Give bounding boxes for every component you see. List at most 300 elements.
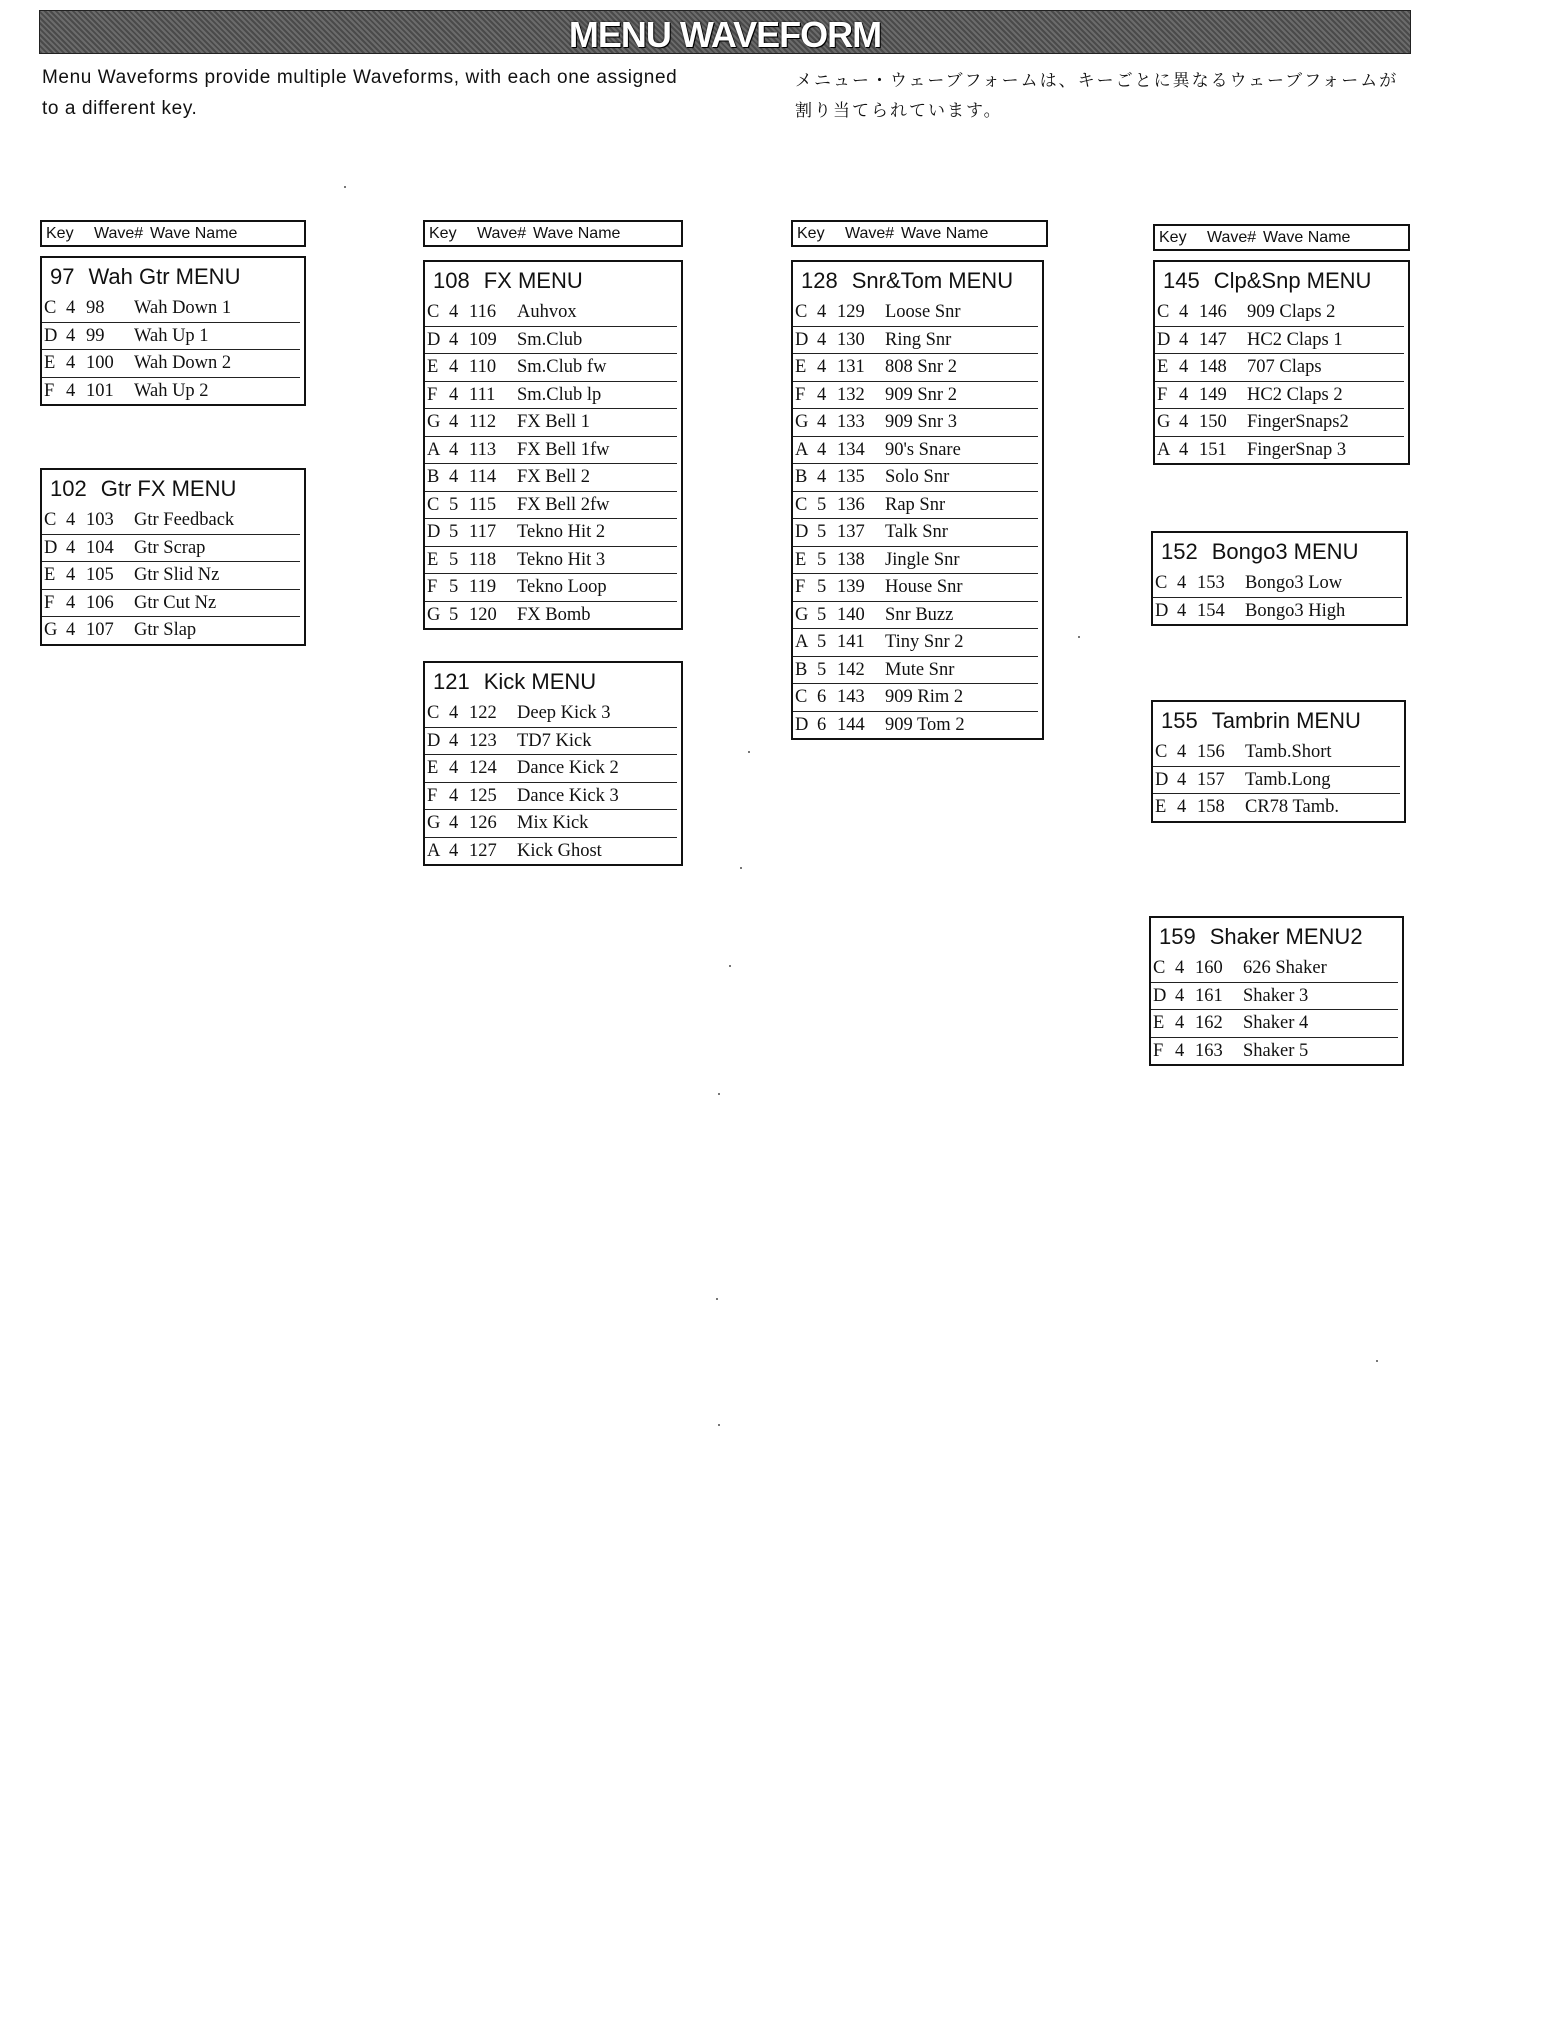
row-octave: 4 — [1179, 329, 1189, 350]
menu-number: 97 — [50, 264, 75, 289]
menu-row — [425, 783, 677, 811]
menu-row — [1153, 767, 1400, 795]
menu-rows — [425, 299, 681, 628]
row-wave-number: 123 — [469, 730, 497, 751]
row-octave: 4 — [1177, 742, 1187, 762]
menu-rows — [42, 295, 304, 404]
row-key: D — [1155, 600, 1169, 621]
row-key: E — [427, 357, 439, 377]
row-wave-number: 109 — [469, 329, 497, 350]
row-octave: 4 — [449, 412, 459, 432]
header-wave-num: Wave# — [477, 225, 527, 242]
row-wave-name: 909 Snr 2 — [885, 384, 957, 405]
menu-title — [1155, 262, 1408, 299]
row-wave-name: FX Bell 2fw — [517, 494, 610, 515]
row-octave: 4 — [449, 357, 459, 377]
row-octave: 5 — [817, 604, 827, 625]
menu-row — [425, 574, 677, 602]
row-wave-number: 119 — [469, 577, 497, 597]
row-wave-name: Gtr Feedback — [134, 510, 235, 530]
menu-row — [425, 409, 677, 437]
row-wave-name: Tekno Hit 3 — [517, 549, 606, 570]
menu-number: 128 — [801, 268, 838, 293]
menu-row — [793, 437, 1038, 465]
row-wave-number: 116 — [469, 302, 497, 322]
row-wave-name: Sm.Club fw — [517, 357, 607, 377]
row-key: E — [1155, 797, 1167, 817]
row-wave-name: Gtr Slid Nz — [134, 565, 220, 585]
row-octave: 4 — [1179, 412, 1189, 432]
menu-number: 102 — [50, 476, 87, 501]
row-wave-name: Wah Up 2 — [134, 380, 209, 401]
scan-speck — [748, 751, 750, 753]
row-wave-name: Tamb.Long — [1245, 769, 1331, 790]
row-key: C — [1157, 302, 1170, 322]
row-wave-number: 136 — [837, 494, 865, 515]
menu-number: 145 — [1163, 268, 1200, 293]
row-wave-number: 127 — [469, 840, 497, 861]
row-octave: 4 — [817, 329, 827, 350]
row-key: C — [427, 302, 440, 322]
page-title: MENU WAVEFORM — [568, 14, 882, 55]
row-octave: 4 — [1177, 769, 1187, 790]
row-key: F — [427, 577, 438, 597]
row-key: C — [427, 494, 440, 515]
row-key: G — [795, 412, 809, 432]
menu-row — [1155, 382, 1404, 410]
row-wave-name: HC2 Claps 2 — [1247, 384, 1343, 405]
scan-speck — [718, 1093, 720, 1095]
row-key: C — [44, 510, 57, 530]
row-wave-number: 107 — [86, 620, 114, 640]
menu-name: FX MENU — [483, 268, 583, 293]
row-octave: 5 — [817, 632, 827, 652]
row-wave-number: 138 — [837, 549, 865, 570]
menu-number: 108 — [433, 268, 470, 293]
row-wave-name: Mix Kick — [517, 813, 589, 833]
row-octave: 5 — [449, 577, 459, 597]
menu-rows — [1153, 570, 1406, 624]
menu-row — [425, 547, 677, 575]
row-wave-number: 150 — [1199, 412, 1227, 432]
column-header-2 — [423, 220, 683, 247]
header-wave-name: Wave Name — [533, 225, 621, 242]
menu-row — [425, 519, 677, 547]
row-key: E — [427, 549, 439, 570]
column-header-4 — [1153, 224, 1410, 251]
intro-english: Menu Waveforms provide multiple Waveforms, with each one assigned to a different key. — [42, 67, 678, 119]
row-key: G — [44, 620, 58, 640]
row-wave-name: Snr Buzz — [885, 604, 954, 625]
row-octave: 4 — [66, 380, 76, 401]
row-wave-name: Tekno Hit 2 — [517, 522, 606, 542]
row-wave-number: 110 — [469, 357, 497, 377]
row-wave-name: 626 Shaker — [1243, 958, 1327, 978]
menu-box-tambrin — [1151, 700, 1406, 823]
row-key: C — [795, 302, 808, 322]
menu-number: 155 — [1161, 708, 1198, 733]
scan-speck — [716, 1298, 718, 1300]
row-key: G — [1157, 412, 1171, 432]
header-wave-num: Wave# — [94, 225, 144, 242]
row-wave-number: 151 — [1199, 439, 1227, 460]
row-wave-name: Wah Down 1 — [134, 298, 232, 318]
row-wave-name: Sm.Club — [517, 329, 583, 350]
header-key: Key — [1159, 229, 1187, 246]
menu-box-fx — [423, 260, 683, 630]
menu-row — [793, 464, 1038, 492]
row-wave-name: Gtr Slap — [134, 620, 197, 640]
menu-name: Bongo3 MENU — [1211, 539, 1359, 564]
header-key: Key — [797, 225, 825, 242]
menu-row — [1151, 1010, 1398, 1038]
row-wave-name: FX Bomb — [517, 604, 591, 625]
row-wave-number: 103 — [86, 510, 114, 530]
row-key: G — [427, 813, 441, 833]
row-wave-name: Bongo3 High — [1245, 600, 1346, 621]
row-octave: 4 — [817, 467, 827, 487]
row-key: G — [427, 412, 441, 432]
row-key: F — [427, 384, 438, 405]
menu-row — [1153, 570, 1402, 598]
menu-row — [42, 507, 300, 535]
menu-row — [793, 492, 1038, 520]
row-octave: 5 — [449, 522, 459, 542]
menu-row — [42, 323, 300, 351]
row-octave: 4 — [1179, 384, 1189, 405]
row-key: C — [1155, 573, 1168, 593]
row-octave: 5 — [817, 659, 827, 680]
row-key: D — [427, 329, 441, 350]
menu-name: Kick MENU — [483, 669, 597, 694]
menu-box-gtr-fx — [40, 468, 306, 646]
row-key: D — [1155, 769, 1169, 790]
row-octave: 4 — [449, 329, 459, 350]
row-wave-name: 90's Snare — [885, 439, 961, 460]
row-wave-number: 114 — [469, 467, 497, 487]
row-octave: 4 — [66, 620, 76, 640]
menu-number: 152 — [1161, 539, 1198, 564]
scan-speck — [729, 965, 731, 967]
row-wave-number: 157 — [1197, 769, 1225, 790]
row-octave: 4 — [817, 412, 827, 432]
row-wave-number: 99 — [86, 325, 105, 346]
header-wave-name: Wave Name — [1263, 229, 1351, 246]
row-wave-number: 134 — [837, 439, 865, 460]
row-octave: 5 — [817, 494, 827, 515]
row-wave-number: 105 — [86, 565, 114, 585]
row-key: F — [1153, 1040, 1164, 1061]
row-key: F — [795, 577, 806, 597]
row-octave: 4 — [449, 730, 459, 751]
row-octave: 4 — [66, 298, 76, 318]
row-wave-number: 101 — [86, 380, 114, 401]
row-octave: 4 — [1175, 958, 1185, 978]
row-key: D — [427, 522, 441, 542]
row-key: A — [427, 439, 441, 460]
row-key: F — [427, 785, 438, 806]
row-wave-name: Wah Up 1 — [134, 325, 209, 346]
row-wave-number: 144 — [837, 714, 865, 735]
menu-row — [425, 327, 677, 355]
menu-rows — [1155, 299, 1408, 463]
row-wave-name: HC2 Claps 1 — [1247, 329, 1343, 350]
row-wave-name: Dance Kick 2 — [517, 758, 619, 778]
menu-title — [1153, 533, 1406, 570]
menu-row — [42, 350, 300, 378]
menu-row — [425, 354, 677, 382]
row-key: A — [427, 840, 441, 861]
menu-row — [793, 712, 1038, 739]
row-octave: 4 — [66, 592, 76, 613]
row-wave-name: Auhvox — [517, 302, 577, 322]
row-octave: 4 — [66, 510, 76, 530]
row-octave: 4 — [449, 439, 459, 460]
row-octave: 6 — [817, 687, 827, 707]
menu-row — [425, 728, 677, 756]
menu-row — [793, 327, 1038, 355]
menu-box-snr-tom — [791, 260, 1044, 740]
row-wave-number: 113 — [469, 439, 497, 460]
row-key: B — [795, 659, 808, 680]
row-key: C — [427, 703, 440, 723]
row-wave-name: Deep Kick 3 — [517, 703, 611, 723]
row-wave-name: Wah Down 2 — [134, 353, 232, 373]
row-octave: 4 — [449, 703, 459, 723]
row-wave-name: 909 Snr 3 — [885, 412, 957, 432]
menu-row — [793, 299, 1038, 327]
row-wave-name: FingerSnap 3 — [1247, 439, 1347, 460]
row-wave-number: 131 — [837, 357, 865, 377]
menu-row — [42, 617, 300, 644]
row-wave-number: 137 — [837, 522, 865, 542]
header-wave-num: Wave# — [845, 225, 895, 242]
row-wave-name: Ring Snr — [885, 329, 952, 350]
menu-title — [793, 262, 1042, 299]
menu-row — [793, 519, 1038, 547]
row-octave: 4 — [449, 384, 459, 405]
row-wave-number: 115 — [469, 494, 497, 515]
row-key: C — [795, 494, 808, 515]
menu-row — [42, 295, 300, 323]
row-wave-name: FX Bell 1 — [517, 412, 590, 432]
row-octave: 5 — [449, 604, 459, 625]
row-octave: 4 — [1177, 600, 1187, 621]
row-key: E — [795, 549, 807, 570]
menu-title — [425, 663, 681, 700]
menu-row — [793, 354, 1038, 382]
row-key: B — [795, 467, 808, 487]
row-key: B — [427, 467, 440, 487]
row-wave-name: House Snr — [885, 577, 963, 597]
menu-title — [1153, 702, 1404, 739]
row-wave-number: 98 — [86, 298, 105, 318]
menu-row — [425, 602, 677, 629]
row-octave: 4 — [1179, 302, 1189, 322]
row-key: C — [1153, 958, 1166, 978]
row-octave: 4 — [1179, 439, 1189, 460]
row-key: D — [795, 329, 809, 350]
header-wave-name: Wave Name — [901, 225, 989, 242]
menu-row — [1155, 409, 1404, 437]
row-wave-number: 149 — [1199, 384, 1227, 405]
row-wave-name: Loose Snr — [885, 302, 961, 322]
row-wave-number: 104 — [86, 537, 114, 558]
row-wave-number: 122 — [469, 703, 497, 723]
row-wave-number: 124 — [469, 758, 497, 778]
row-wave-name: 909 Tom 2 — [885, 714, 965, 735]
menu-row — [425, 299, 677, 327]
menu-name: Snr&Tom MENU — [851, 268, 1014, 293]
row-key: E — [427, 758, 439, 778]
row-wave-number: 141 — [837, 632, 865, 652]
row-octave: 5 — [449, 494, 459, 515]
row-wave-name: Shaker 4 — [1243, 1013, 1309, 1033]
row-octave: 5 — [449, 549, 459, 570]
menu-name: Shaker MENU2 — [1209, 924, 1363, 949]
row-octave: 4 — [817, 302, 827, 322]
row-wave-number: 158 — [1197, 797, 1225, 817]
row-wave-name: Gtr Cut Nz — [134, 592, 217, 613]
scan-speck — [1078, 636, 1080, 638]
row-octave: 4 — [66, 325, 76, 346]
row-wave-number: 139 — [837, 577, 865, 597]
row-key: E — [1153, 1013, 1165, 1033]
row-wave-name: Tiny Snr 2 — [885, 632, 964, 652]
row-key: C — [1155, 742, 1168, 762]
row-wave-name: Gtr Scrap — [134, 537, 206, 558]
row-wave-number: 126 — [469, 813, 497, 833]
row-octave: 4 — [449, 302, 459, 322]
menu-rows — [1153, 739, 1404, 821]
row-wave-name: 909 Claps 2 — [1247, 302, 1336, 322]
row-key: A — [1157, 439, 1171, 460]
row-wave-name: Talk Snr — [885, 522, 948, 542]
row-wave-number: 143 — [837, 687, 865, 707]
row-wave-name: Bongo3 Low — [1245, 573, 1343, 593]
row-wave-name: FX Bell 2 — [517, 467, 590, 487]
menu-row — [793, 382, 1038, 410]
menu-row — [793, 574, 1038, 602]
row-octave: 4 — [449, 758, 459, 778]
menu-row — [42, 590, 300, 618]
menu-row — [1151, 983, 1398, 1011]
row-key: F — [44, 380, 55, 401]
row-wave-name: 808 Snr 2 — [885, 357, 957, 377]
menu-number: 159 — [1159, 924, 1196, 949]
row-octave: 4 — [817, 384, 827, 405]
row-wave-name: 909 Rim 2 — [885, 687, 964, 707]
row-key: D — [795, 522, 809, 542]
header-key: Key — [429, 225, 457, 242]
row-octave: 4 — [1175, 985, 1185, 1006]
menu-title — [42, 258, 304, 295]
row-key: A — [795, 439, 809, 460]
menu-row — [793, 684, 1038, 712]
row-octave: 6 — [817, 714, 827, 735]
row-octave: 5 — [817, 577, 827, 597]
row-key: F — [795, 384, 806, 405]
row-wave-name: Mute Snr — [885, 659, 955, 680]
row-wave-name: 707 Claps — [1247, 357, 1322, 377]
row-octave: 4 — [66, 537, 76, 558]
menu-row — [425, 437, 677, 465]
row-wave-name: Dance Kick 3 — [517, 785, 619, 806]
row-octave: 4 — [817, 357, 827, 377]
menu-row — [42, 378, 300, 405]
menu-name: Wah Gtr MENU — [88, 264, 241, 289]
row-wave-number: 140 — [837, 604, 865, 625]
row-wave-number: 117 — [469, 522, 497, 542]
menu-name: Clp&Snp MENU — [1213, 268, 1372, 293]
row-key: E — [44, 353, 56, 373]
row-wave-number: 125 — [469, 785, 497, 806]
row-key: G — [795, 604, 809, 625]
row-wave-number: 129 — [837, 302, 865, 322]
row-octave: 4 — [66, 565, 76, 585]
row-wave-name: FX Bell 1fw — [517, 439, 610, 460]
menu-row — [425, 700, 677, 728]
row-octave: 4 — [1179, 357, 1189, 377]
menu-rows — [42, 507, 304, 644]
menu-row — [1155, 299, 1404, 327]
row-wave-number: 148 — [1199, 357, 1227, 377]
row-wave-name: TD7 Kick — [517, 730, 592, 751]
row-key: D — [1153, 985, 1167, 1006]
menu-box-shaker — [1149, 916, 1404, 1066]
row-octave: 4 — [1177, 797, 1187, 817]
row-key: E — [1157, 357, 1169, 377]
menu-title — [1151, 918, 1402, 955]
row-wave-name: Sm.Club lp — [517, 384, 602, 405]
menu-row — [1151, 955, 1398, 983]
row-key: E — [795, 357, 807, 377]
menu-name: Tambrin MENU — [1211, 708, 1361, 733]
row-wave-number: 118 — [469, 549, 497, 570]
menu-title — [42, 470, 304, 507]
row-wave-number: 111 — [469, 384, 496, 405]
menu-row — [42, 535, 300, 563]
row-wave-name: Shaker 3 — [1243, 985, 1309, 1006]
menu-row — [425, 382, 677, 410]
menu-row — [425, 810, 677, 838]
menu-row — [793, 409, 1038, 437]
header-key: Key — [46, 225, 74, 242]
row-key: D — [1157, 329, 1171, 350]
row-key: F — [44, 592, 55, 613]
column-header-1 — [40, 220, 306, 247]
row-wave-number: 112 — [469, 412, 497, 432]
row-wave-name: CR78 Tamb. — [1245, 797, 1339, 817]
row-wave-number: 154 — [1197, 600, 1225, 621]
row-key: C — [44, 298, 57, 318]
menu-box-wah-gtr — [40, 256, 306, 406]
row-wave-name: Solo Snr — [885, 467, 950, 487]
row-octave: 4 — [449, 813, 459, 833]
scan-speck — [740, 867, 742, 869]
row-wave-name: FingerSnaps2 — [1247, 412, 1349, 432]
row-wave-number: 106 — [86, 592, 114, 613]
row-wave-number: 163 — [1195, 1040, 1223, 1061]
menu-row — [425, 755, 677, 783]
row-key: D — [44, 537, 58, 558]
menu-name: Gtr FX MENU — [100, 476, 237, 501]
row-wave-number: 120 — [469, 604, 497, 625]
row-wave-number: 130 — [837, 329, 865, 350]
menu-row — [793, 547, 1038, 575]
menu-row — [793, 602, 1038, 630]
row-wave-number: 135 — [837, 467, 865, 487]
